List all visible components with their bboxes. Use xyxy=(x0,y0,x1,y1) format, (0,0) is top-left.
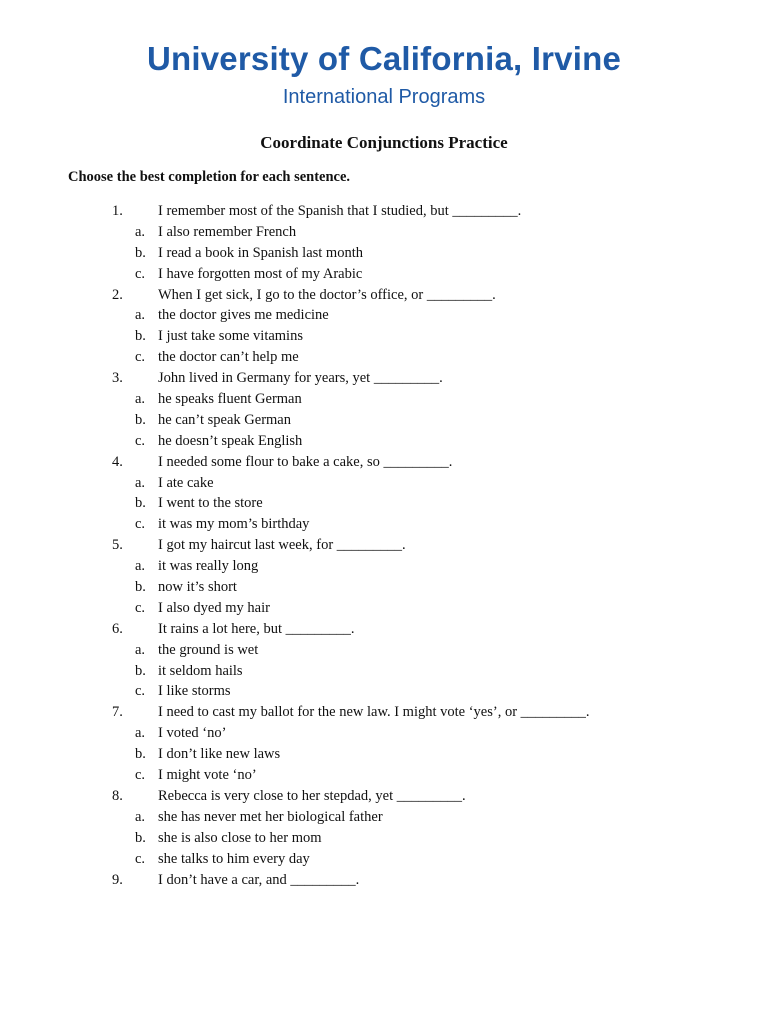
option-letter: b. xyxy=(135,495,146,512)
answer-option xyxy=(0,577,768,598)
option-letter: b. xyxy=(135,579,146,596)
question-item xyxy=(0,368,768,389)
question-item xyxy=(0,285,768,306)
option-text: she has never met her biological father xyxy=(158,808,383,825)
option-text: I might vote ‘no’ xyxy=(158,767,257,784)
answer-option xyxy=(0,556,768,577)
question-text: Rebecca is very close to her stepdad, yet _________. xyxy=(158,787,466,804)
option-letter: b. xyxy=(135,411,146,428)
answer-option xyxy=(0,661,768,682)
question-item xyxy=(0,535,768,556)
option-letter: b. xyxy=(135,746,146,763)
option-text: the doctor can’t help me xyxy=(158,349,299,366)
option-text: he can’t speak German xyxy=(158,411,291,428)
option-letter: b. xyxy=(135,328,146,345)
option-letter: a. xyxy=(135,558,146,575)
option-text: it seldom hails xyxy=(158,662,243,679)
answer-option xyxy=(0,828,768,849)
answer-option xyxy=(0,389,768,410)
question-text: When I get sick, I go to the doctor’s office, or _________. xyxy=(158,286,496,303)
option-letter: c. xyxy=(135,516,146,533)
answer-option xyxy=(0,326,768,347)
instructions: Choose the best completion for each sentence. xyxy=(68,169,351,185)
answer-option xyxy=(0,243,768,264)
answer-option xyxy=(0,305,768,326)
option-letter: c. xyxy=(135,683,146,700)
option-text: it was really long xyxy=(158,558,259,575)
option-letter: c. xyxy=(135,432,146,449)
option-text: I have forgotten most of my Arabic xyxy=(158,265,363,282)
question-item xyxy=(0,619,768,640)
question-number: 1. xyxy=(112,203,123,219)
option-text: I just take some vitamins xyxy=(158,328,303,345)
option-letter: a. xyxy=(135,474,146,491)
option-text: I went to the store xyxy=(158,495,263,512)
question-number: 5. xyxy=(112,537,123,554)
option-text: it was my mom’s birthday xyxy=(158,516,310,533)
question-text: I don’t have a car, and _________. xyxy=(158,871,360,888)
option-text: she is also close to her mom xyxy=(158,829,322,846)
option-letter: a. xyxy=(135,725,146,742)
answer-option xyxy=(0,744,768,765)
question-item xyxy=(0,786,768,807)
option-letter: c. xyxy=(135,349,146,366)
option-letter: a. xyxy=(135,223,146,240)
option-letter: c. xyxy=(135,850,146,867)
option-text: I also remember French xyxy=(158,223,297,240)
option-letter: a. xyxy=(135,391,146,408)
answer-option xyxy=(0,493,768,514)
option-text: I also dyed my hair xyxy=(158,599,270,616)
question-item xyxy=(0,870,768,891)
option-text: I don’t like new laws xyxy=(158,746,281,763)
question-number: 6. xyxy=(112,620,123,637)
option-text: he speaks fluent German xyxy=(158,391,302,408)
option-text: I voted ‘no’ xyxy=(158,725,227,742)
option-text: she talks to him every day xyxy=(158,850,310,867)
answer-option xyxy=(0,514,768,535)
page-title: Coordinate Conjunctions Practice xyxy=(260,133,508,152)
question-text: I need to cast my ballot for the new law. I might vote ‘yes’, or _________. xyxy=(158,704,590,721)
option-text: I like storms xyxy=(158,683,231,700)
question-text: I needed some flour to bake a cake, so _________. xyxy=(158,453,453,470)
question-number: 2. xyxy=(112,286,123,303)
question-item xyxy=(0,452,768,473)
answer-option xyxy=(0,347,768,368)
option-letter: c. xyxy=(135,599,146,616)
question-number: 7. xyxy=(112,704,123,721)
option-text: I read a book in Spanish last month xyxy=(158,244,363,261)
option-text: I ate cake xyxy=(158,474,214,491)
option-letter: c. xyxy=(135,767,146,784)
answer-option xyxy=(0,410,768,431)
option-letter: a. xyxy=(135,641,146,658)
question-number: 8. xyxy=(112,787,123,804)
question-text: It rains a lot here, but _________. xyxy=(158,620,355,637)
question-text: I remember most of the Spanish that I studied, but _________. xyxy=(158,203,522,219)
option-letter: b. xyxy=(135,662,146,679)
option-letter: a. xyxy=(135,307,146,324)
answer-option xyxy=(0,598,768,619)
university-logo-title: University of California, Irvine xyxy=(146,40,622,77)
question-text: I got my haircut last week, for _________. xyxy=(158,537,406,554)
answer-option xyxy=(0,431,768,452)
question-item xyxy=(0,702,768,723)
question-number: 3. xyxy=(112,370,123,387)
option-text: the doctor gives me medicine xyxy=(158,307,329,324)
question-text: John lived in Germany for years, yet _________. xyxy=(158,370,443,387)
answer-option xyxy=(0,222,768,243)
option-text: he doesn’t speak English xyxy=(158,432,303,449)
question-item xyxy=(0,201,768,222)
answer-option xyxy=(0,681,768,702)
answer-option xyxy=(0,807,768,828)
answer-option xyxy=(0,264,768,285)
program-subtitle: International Programs xyxy=(282,86,486,108)
option-text: the ground is wet xyxy=(158,641,259,658)
answer-option xyxy=(0,640,768,661)
answer-option xyxy=(0,849,768,870)
question-number: 4. xyxy=(112,453,123,470)
option-text: now it’s short xyxy=(158,579,237,596)
option-letter: a. xyxy=(135,808,146,825)
answer-option xyxy=(0,765,768,786)
option-letter: c. xyxy=(135,265,146,282)
option-letter: b. xyxy=(135,829,146,846)
option-letter: b. xyxy=(135,244,146,261)
answer-option xyxy=(0,473,768,494)
question-number: 9. xyxy=(112,871,123,888)
question-list xyxy=(0,201,768,890)
answer-option xyxy=(0,723,768,744)
